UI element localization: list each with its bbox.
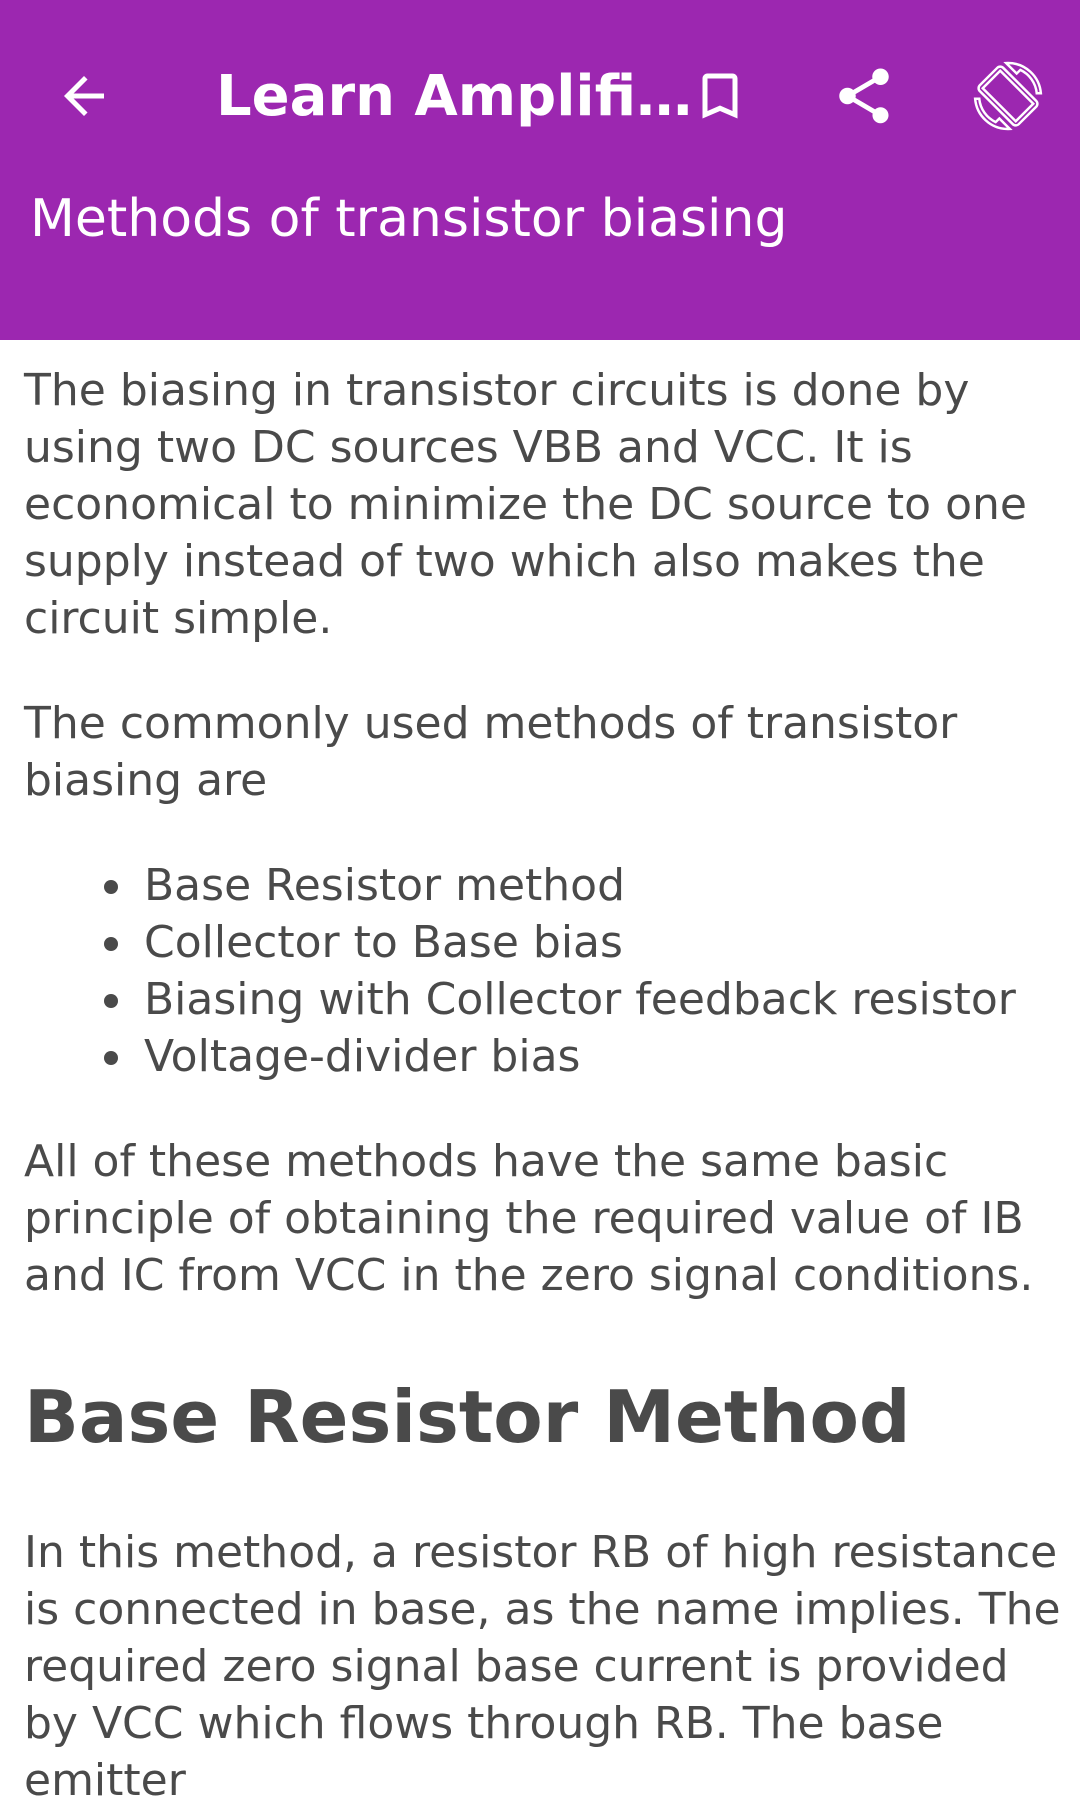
- screen-rotation-icon: [975, 63, 1041, 129]
- methods-list: [24, 857, 1064, 1085]
- list-item: [104, 1028, 1064, 1085]
- list-item-text: Base Resistor method: [144, 860, 626, 911]
- bookmark-icon: [690, 63, 750, 129]
- share-icon: [831, 63, 897, 129]
- bullet-icon: [104, 937, 118, 951]
- principle-paragraph: All of these methods have the same basic principle of obtaining the required value of IB and IC from VCC in the zero signal conditions.: [24, 1136, 1034, 1301]
- app-bar: [0, 0, 1080, 340]
- base-resistor-paragraph: In this method, a resistor RB of high resistance is connected in base, as the name implies. The required zero signal base current is provided by VCC which flows through RB. The base emitter: [24, 1527, 1061, 1806]
- list-item-text: Collector to Base bias: [144, 917, 623, 968]
- back-button[interactable]: [36, 48, 132, 144]
- list-item: [104, 857, 1064, 914]
- bullet-icon: [104, 994, 118, 1008]
- article-content: [24, 362, 1064, 1809]
- methods-intro-paragraph: The commonly used methods of transistor biasing are: [24, 698, 958, 806]
- list-item: [104, 971, 1064, 1028]
- screen-rotation-button[interactable]: [960, 48, 1056, 144]
- arrow-back-icon: [54, 66, 114, 126]
- bullet-icon: [104, 1051, 118, 1065]
- intro-paragraph: The biasing in transistor circuits is done by using two DC sources VBB and VCC. It is economical to minimize the DC source to one supply instead of two which also makes the circuit simple.: [24, 365, 1027, 644]
- list-item-text: Biasing with Collector feedback resistor: [144, 974, 1016, 1025]
- list-item-text: Voltage-divider bias: [144, 1031, 581, 1082]
- section-heading: Base Resistor Method: [24, 1375, 911, 1459]
- share-button[interactable]: [816, 48, 912, 144]
- app-title: Learn Amplifi…: [216, 64, 693, 129]
- page-title: Methods of transistor biasing: [30, 189, 788, 249]
- list-item: [104, 914, 1064, 971]
- bookmark-button[interactable]: [672, 48, 768, 144]
- bullet-icon: [104, 880, 118, 894]
